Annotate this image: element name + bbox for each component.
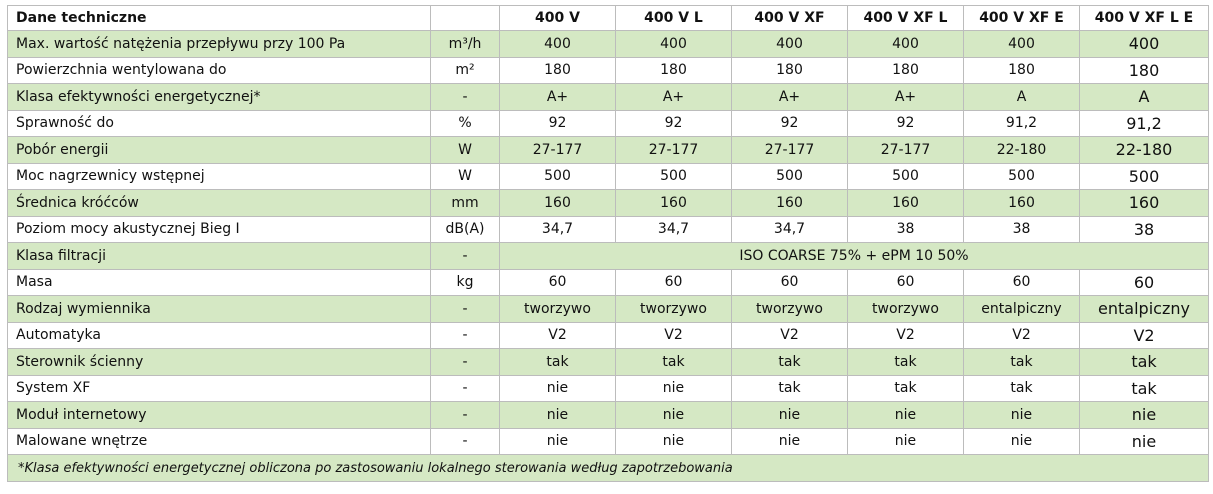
- row-value: nie: [1080, 428, 1209, 455]
- header-unit: [431, 6, 500, 31]
- row-value: tak: [848, 375, 964, 402]
- row-value: nie: [500, 402, 616, 429]
- row-label: Klasa filtracji: [8, 243, 431, 270]
- row-value: 400: [500, 31, 616, 58]
- table-row: [8, 137, 1209, 164]
- table-row: [8, 428, 1209, 455]
- row-unit: kg: [431, 269, 500, 296]
- row-value: 22-180: [1080, 137, 1209, 164]
- row-value: tworzywo: [500, 296, 616, 323]
- row-label: Malowane wnętrze: [8, 428, 431, 455]
- row-value: 27-177: [848, 137, 964, 164]
- row-value: nie: [616, 428, 732, 455]
- row-value: 180: [500, 57, 616, 84]
- row-value: 92: [848, 110, 964, 137]
- row-value: nie: [732, 402, 848, 429]
- header-model: 400 V XF L E: [1080, 6, 1209, 31]
- row-value: tak: [616, 349, 732, 376]
- row-value: 34,7: [616, 216, 732, 243]
- row-value: V2: [964, 322, 1080, 349]
- row-value: 60: [964, 269, 1080, 296]
- row-unit: -: [431, 243, 500, 270]
- table-row: [8, 216, 1209, 243]
- table-row: [8, 84, 1209, 111]
- header-model: 400 V L: [616, 6, 732, 31]
- row-value: 180: [732, 57, 848, 84]
- row-label: Moduł internetowy: [8, 402, 431, 429]
- row-value: 160: [616, 190, 732, 217]
- table-row: [8, 322, 1209, 349]
- row-value: nie: [616, 375, 732, 402]
- row-value: 38: [848, 216, 964, 243]
- row-value: nie: [500, 428, 616, 455]
- row-value: tworzywo: [732, 296, 848, 323]
- header-model: 400 V XF E: [964, 6, 1080, 31]
- row-label: Poziom mocy akustycznej Bieg I: [8, 216, 431, 243]
- row-value: nie: [848, 428, 964, 455]
- row-value: 500: [616, 163, 732, 190]
- row-label: Klasa efektywności energetycznej*: [8, 84, 431, 111]
- row-value: 500: [964, 163, 1080, 190]
- row-value: A+: [616, 84, 732, 111]
- row-value: 34,7: [732, 216, 848, 243]
- row-value: V2: [732, 322, 848, 349]
- row-unit: W: [431, 163, 500, 190]
- row-value: 500: [732, 163, 848, 190]
- row-value: tworzywo: [616, 296, 732, 323]
- table-row: [8, 163, 1209, 190]
- row-value: V2: [616, 322, 732, 349]
- table-row: [8, 375, 1209, 402]
- header-model: 400 V XF: [732, 6, 848, 31]
- row-value: nie: [964, 428, 1080, 455]
- row-label: Średnica króćców: [8, 190, 431, 217]
- row-value: 91,2: [964, 110, 1080, 137]
- row-value: V2: [848, 322, 964, 349]
- row-value: nie: [732, 428, 848, 455]
- row-label: Moc nagrzewnicy wstępnej: [8, 163, 431, 190]
- row-value: tak: [732, 349, 848, 376]
- row-value: tak: [500, 349, 616, 376]
- row-value: 160: [1080, 190, 1209, 217]
- row-value: entalpiczny: [964, 296, 1080, 323]
- row-value: tak: [732, 375, 848, 402]
- row-value: A+: [732, 84, 848, 111]
- row-value: 22-180: [964, 137, 1080, 164]
- row-value: 60: [732, 269, 848, 296]
- row-label: Sterownik ścienny: [8, 349, 431, 376]
- row-value: 27-177: [500, 137, 616, 164]
- row-unit: -: [431, 375, 500, 402]
- row-value: 180: [964, 57, 1080, 84]
- row-value: 92: [500, 110, 616, 137]
- row-unit: %: [431, 110, 500, 137]
- row-value: 60: [1080, 269, 1209, 296]
- row-value: 500: [1080, 163, 1209, 190]
- row-value: nie: [616, 402, 732, 429]
- row-label: Masa: [8, 269, 431, 296]
- row-value: 60: [500, 269, 616, 296]
- row-value: 160: [964, 190, 1080, 217]
- row-unit: m²: [431, 57, 500, 84]
- table-row: [8, 110, 1209, 137]
- row-value: A: [1080, 84, 1209, 111]
- row-value: 60: [616, 269, 732, 296]
- row-unit: m³/h: [431, 31, 500, 58]
- row-label: Sprawność do: [8, 110, 431, 137]
- table-row: [8, 31, 1209, 58]
- row-value: A+: [848, 84, 964, 111]
- row-value: A+: [500, 84, 616, 111]
- table-row: [8, 190, 1209, 217]
- row-value: 500: [500, 163, 616, 190]
- row-unit: dB(A): [431, 216, 500, 243]
- row-unit: -: [431, 428, 500, 455]
- row-value: tak: [964, 349, 1080, 376]
- row-value: 92: [616, 110, 732, 137]
- table-row: [8, 296, 1209, 323]
- row-label: Rodzaj wymiennika: [8, 296, 431, 323]
- row-value: V2: [1080, 322, 1209, 349]
- row-value: nie: [500, 375, 616, 402]
- row-value: 38: [1080, 216, 1209, 243]
- row-value: 180: [848, 57, 964, 84]
- row-value: tworzywo: [848, 296, 964, 323]
- row-value: nie: [848, 402, 964, 429]
- row-unit: W: [431, 137, 500, 164]
- row-value: 91,2: [1080, 110, 1209, 137]
- row-value: 38: [964, 216, 1080, 243]
- row-label: Max. wartość natężenia przepływu przy 100 Pa: [8, 31, 431, 58]
- table-row: [8, 349, 1209, 376]
- row-value: nie: [964, 402, 1080, 429]
- row-value: 160: [500, 190, 616, 217]
- header-model: 400 V: [500, 6, 616, 31]
- row-label: Pobór energii: [8, 137, 431, 164]
- header-model: 400 V XF L: [848, 6, 964, 31]
- technical-data-table: [7, 5, 1209, 482]
- row-value: 92: [732, 110, 848, 137]
- merged-value: ISO COARSE 75% + ePM 10 50%: [500, 243, 1209, 270]
- row-value: 60: [848, 269, 964, 296]
- row-value: 160: [848, 190, 964, 217]
- table-row: [8, 243, 1209, 270]
- row-unit: -: [431, 402, 500, 429]
- row-value: tak: [1080, 375, 1209, 402]
- row-value: tak: [1080, 349, 1209, 376]
- row-unit: -: [431, 322, 500, 349]
- row-value: 400: [732, 31, 848, 58]
- row-value: entalpiczny: [1080, 296, 1209, 323]
- header-title: Dane techniczne: [8, 6, 431, 31]
- row-value: 500: [848, 163, 964, 190]
- row-unit: -: [431, 296, 500, 323]
- row-value: 27-177: [732, 137, 848, 164]
- table-row: [8, 269, 1209, 296]
- row-value: A: [964, 84, 1080, 111]
- row-value: 160: [732, 190, 848, 217]
- row-label: System XF: [8, 375, 431, 402]
- row-unit: -: [431, 349, 500, 376]
- footnote-row: [8, 455, 1209, 482]
- table-row: [8, 402, 1209, 429]
- table-row: [8, 57, 1209, 84]
- row-label: Automatyka: [8, 322, 431, 349]
- footnote: *Klasa efektywności energetycznej obliczona po zastosowaniu lokalnego sterowania według zapotrzebowania: [8, 455, 1209, 482]
- row-value: V2: [500, 322, 616, 349]
- row-value: 180: [1080, 57, 1209, 84]
- row-value: 34,7: [500, 216, 616, 243]
- row-value: tak: [848, 349, 964, 376]
- table-header-row: [8, 6, 1209, 31]
- row-value: 27-177: [616, 137, 732, 164]
- row-value: 400: [964, 31, 1080, 58]
- row-value: 400: [616, 31, 732, 58]
- row-value: 400: [1080, 31, 1209, 58]
- row-value: nie: [1080, 402, 1209, 429]
- row-unit: -: [431, 84, 500, 111]
- row-value: tak: [964, 375, 1080, 402]
- row-label: Powierzchnia wentylowana do: [8, 57, 431, 84]
- row-value: 400: [848, 31, 964, 58]
- row-value: 180: [616, 57, 732, 84]
- row-unit: mm: [431, 190, 500, 217]
